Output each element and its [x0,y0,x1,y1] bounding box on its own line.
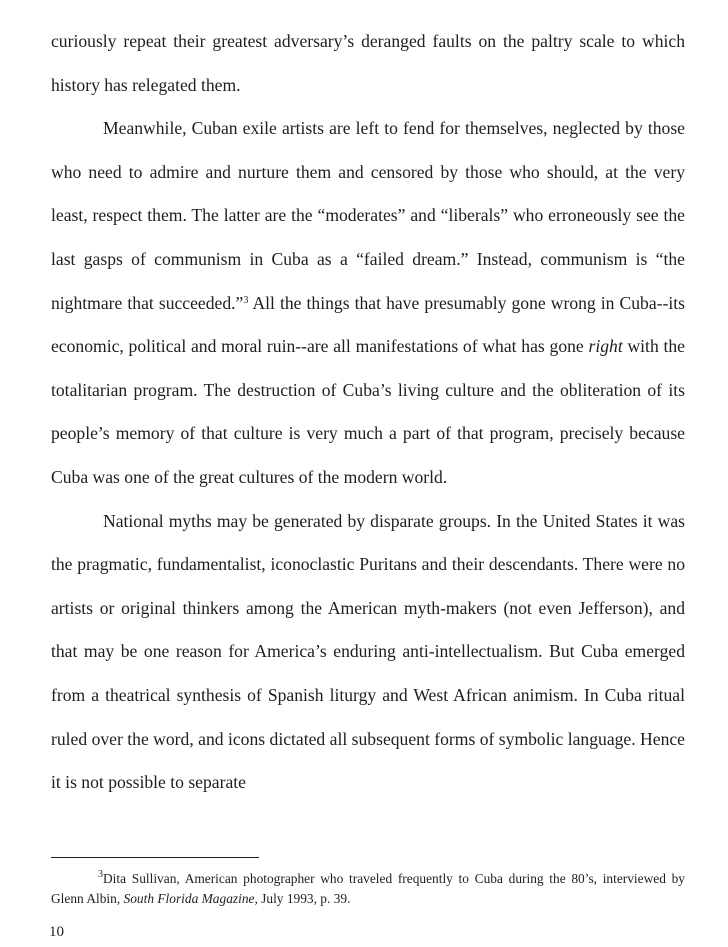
footnote-text-before: Dita Sullivan, American photographer who traveled frequently to Cuba during the 80’s, interviewed by Glenn Albin, [51,871,685,906]
footnote-indent [51,871,98,886]
paragraph-2 [51,107,685,499]
body-text [51,20,685,805]
footnote-marker: 3 [98,869,103,880]
paragraph-2-part-1: Meanwhile, Cuban exile artists are left to fend for themselves, neglected by those who need to admire and nurture them and censored by those who should, at the very least, respect them. The latter are the “moderates” and “liberals” who erroneously see the last gasps of communism in Cuba as a “failed dream.” Instead, communism is “the nightmare that succeeded.” [51,118,685,313]
page-number: 10 [49,924,64,940]
footnote-separator [51,857,259,858]
paragraph-1 [51,20,685,107]
emphasis-right: right [588,336,623,357]
paragraph-2-part-2: All the things that have presumably gone wrong in Cuba--its economic, political and moral ruin--are all manifestations of what has gone [51,292,686,357]
footnote-text-after: , July 1993, p. 39. [254,891,351,906]
paragraph-3 [51,500,685,805]
paragraph-3-text: National myths may be generated by disparate groups. In the United States it was the pragmatic, fundamentalist, iconoclastic Puritans and their descendants. There were no artists or original thinkers among the American myth-makers (not even Jefferson), and that may be one reason for America’s enduring anti-intellectualism. But Cuba emerged from a theatrical synthesis of Spanish liturgy and West African animism. In Cuba ritual ruled over the word, and icons dictated all subsequent forms of symbolic language. Hence it is not possible to separate [51,510,685,793]
paragraph-2-part-3: with the totalitarian program. The destruction of Cuba’s living culture and the obliteration of its people’s memory of that culture is very much a part of that program, precisely because Cuba was one of the great cultures of the modern world. [51,336,685,487]
paragraph-1-text: curiously repeat their greatest adversary’s deranged faults on the paltry scale to which history has relegated them. [51,31,685,95]
footnote-publication: South Florida Magazine [123,891,255,906]
footnote-reference: 3 [243,294,249,306]
footnote [51,869,685,909]
